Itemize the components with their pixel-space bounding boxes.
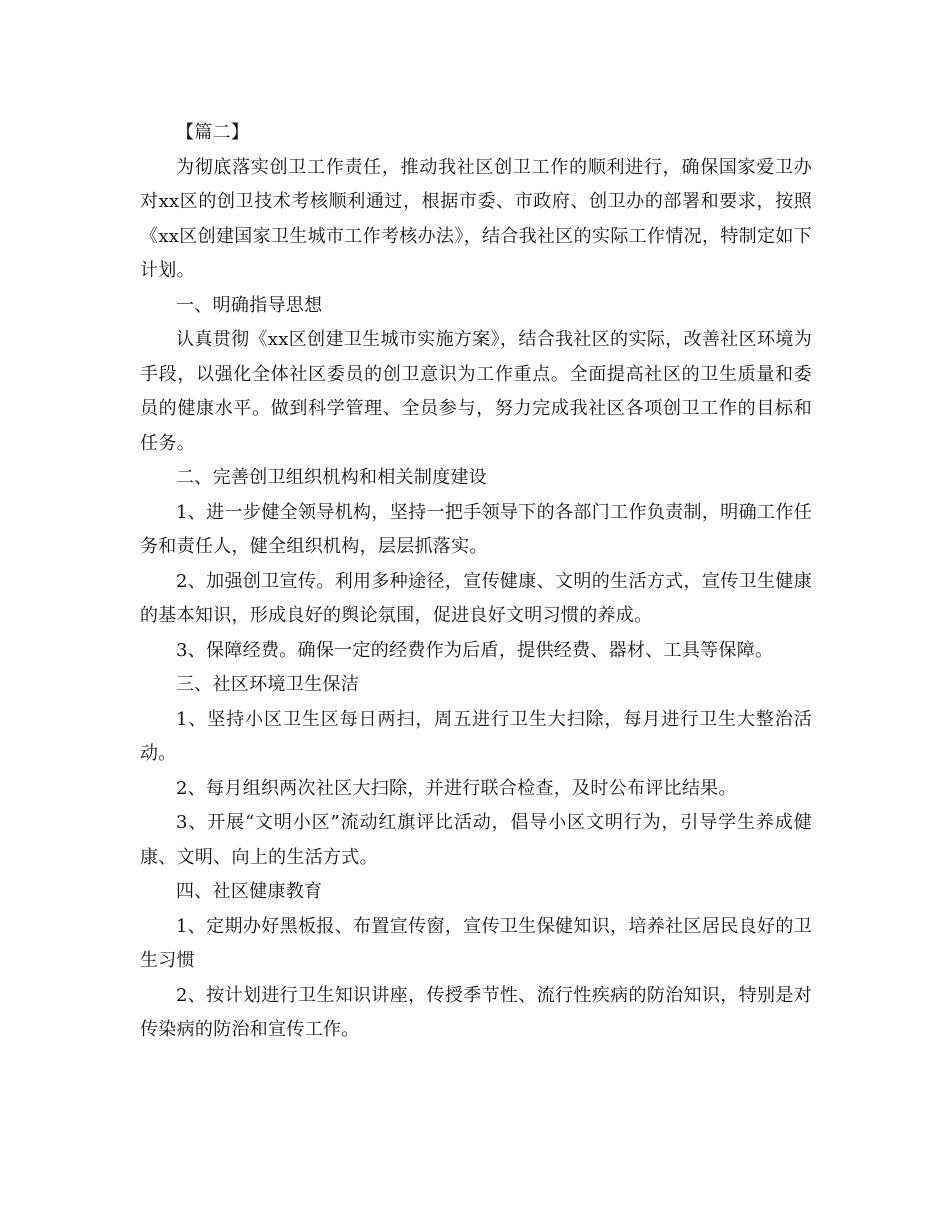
heading-organization: 二、完善创卫组织机构和相关制度建设: [176, 467, 488, 488]
list-item: 1、定期办好黑板报、布置宣传窗，宣传卫生保健知识，培养社区居民良好的卫生习惯: [140, 915, 812, 971]
paragraph-guiding-ideology: 认真贯彻《xx区创建卫生城市实施方案》，结合我社区的实际，改善社区环境为手段，以强化全体社区委员的创卫意识为工作重点。全面提高社区的卫生质量和委员的健康水平。做到科学管理、全员参与，努力完成我社区各项创卫工作的目标和任务。: [140, 329, 812, 454]
intro-paragraph: 为彻底落实创卫工作责任，推动我社区创卫工作的顺利进行，确保国家爱卫办对xx区的创卫技术考核顺利通过，根据市委、市政府、创卫办的部署和要求，按照《xx区创建国家卫生城市工作考核办法》，结合我社区的实际工作情况，特制定如下计划。: [140, 156, 812, 281]
list-item: 2、每月组织两次社区大扫除，并进行联合检查，及时公布评比结果。: [176, 777, 737, 799]
list-item: 3、保障经费。确保一定的经费作为后盾，提供经费、器材、工具等保障。: [176, 639, 774, 661]
heading-guiding-ideology: 一、明确指导思想: [176, 294, 323, 316]
list-item: 2、加强创卫宣传。利用多种途径，宣传健康、文明的生活方式，宣传卫生健康的基本知识，形成良好的舆论氛围，促进良好文明习惯的养成。: [140, 570, 812, 626]
heading-environment: 三、社区环境卫生保洁: [176, 674, 359, 695]
list-item: 3、开展“文明小区”流动红旗评比活动，倡导小区文明行为，引导学生养成健康、文明、向上的生活方式。: [140, 812, 812, 868]
document-body: [140, 116, 812, 1048]
list-item: 1、进一步健全领导机构，坚持一把手领导下的各部门工作负责制，明确工作任务和责任人，健全组织机构，层层抓落实。: [140, 501, 812, 557]
heading-health-education: 四、社区健康教育: [176, 881, 323, 902]
section-label: 【篇二】: [176, 122, 250, 143]
list-item: 1、坚持小区卫生区每日两扫，周五进行卫生大扫除，每月进行卫生大整治活动。: [140, 708, 812, 764]
list-item: 2、按计划进行卫生知识讲座，传授季节性、流行性疾病的防治知识，特别是对传染病的防治和宣传工作。: [140, 984, 812, 1040]
